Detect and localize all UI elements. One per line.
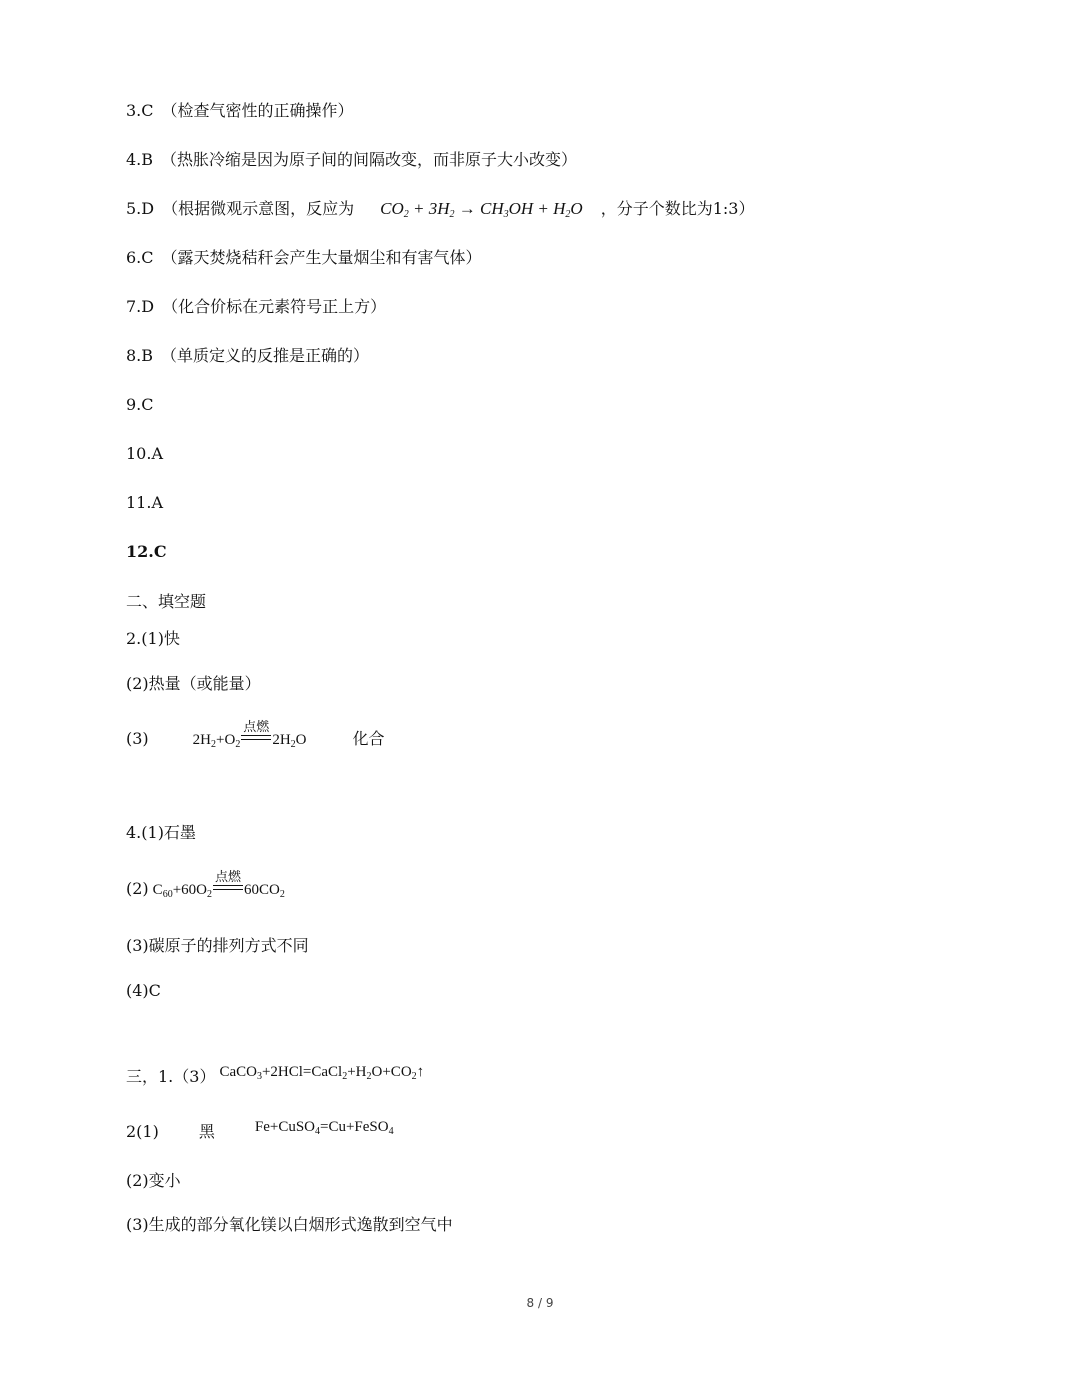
- q2-part1: 2.(1)快: [126, 629, 180, 648]
- page-number: 8 / 9: [526, 1296, 554, 1310]
- answer-7: [126, 297, 386, 317]
- answer-number: 5.D: [126, 199, 155, 218]
- s3-q2-color: 黑: [198, 1122, 215, 1141]
- answer-number: 6.C: [126, 248, 154, 267]
- q4-part1: 4.(1)石墨: [126, 823, 196, 842]
- q4-part2: [126, 870, 285, 900]
- s3-q2-part3: (3)生成的部分氧化镁以白烟形式逸散到空气中: [126, 1215, 453, 1234]
- s3-q2-part2: (2)变小: [126, 1171, 181, 1190]
- answer-note-before: （根据微观示意图，反应为: [162, 199, 355, 218]
- s3-q1-label: 三，1.（3）: [126, 1067, 216, 1086]
- answer-9: [126, 395, 154, 415]
- answer-number: 4.B: [126, 150, 154, 169]
- answer-4: [126, 150, 577, 170]
- q2-part2: (2)热量（或能量）: [126, 674, 261, 693]
- reaction-equation-methanol: $CO_2 + 3H_2 \to CH_3OH + H_2O$: [380, 199, 583, 220]
- answer-number: 3.C: [126, 101, 154, 120]
- condition-label: 点燃: [243, 720, 270, 735]
- answer-6: [126, 248, 482, 268]
- reaction-type: 化合: [352, 729, 385, 748]
- answer-8: [126, 346, 369, 366]
- answer-number: 12.C: [126, 542, 167, 561]
- answer-note: （露天焚烧秸秆会产生大量烟尘和有害气体）: [161, 248, 482, 267]
- equation-hydrogen-combustion: $2H_2+O_2$ 点燃 $2H_2O$: [192, 720, 307, 750]
- answer-3: [126, 101, 354, 121]
- equation-fe-cuso4: Fe+CuSO$_4$=Cu+FeSO$_4$: [254, 1119, 394, 1137]
- equation-c60-combustion: $C_{60}+60O_2$ 点燃 $60CO_2$: [152, 870, 285, 900]
- condition-label: 点燃: [214, 870, 241, 885]
- answer-note: （单质定义的反推是正确的）: [161, 346, 370, 365]
- reaction-condition: [213, 870, 243, 894]
- s3-q2-part1-label: 2(1): [126, 1122, 159, 1141]
- s3-q2-part1: [126, 1119, 394, 1143]
- s3-q1: [126, 1064, 425, 1088]
- answer-number: 9.C: [126, 395, 154, 414]
- answer-number: 10.A: [126, 444, 163, 463]
- q4-part2-label: (2): [126, 879, 149, 898]
- q4-part3: (3)碳原子的排列方式不同: [126, 936, 309, 955]
- answer-10: [126, 444, 163, 464]
- answer-note-after: ，分子个数比为1:3）: [600, 199, 755, 218]
- q2-part3-label: (3): [126, 729, 149, 748]
- answer-12: [126, 542, 167, 562]
- answer-note: （检查气密性的正确操作）: [161, 101, 354, 120]
- answer-number: 8.B: [126, 346, 154, 365]
- answer-11: [126, 493, 163, 513]
- reaction-condition: [241, 720, 271, 744]
- section-heading-fill-blank: 二、填空题: [126, 592, 207, 611]
- answer-5: [126, 199, 754, 219]
- answer-number: 11.A: [126, 493, 163, 512]
- q4-part4: (4)C: [126, 981, 161, 1000]
- answer-number: 7.D: [126, 297, 155, 316]
- equation-caco3-hcl: $CaCO_3+2HCl=CaCl_2+H_2O+CO_2↑$: [219, 1064, 425, 1082]
- q2-part3: [126, 720, 385, 750]
- answer-note: （热胀冷缩是因为原子间的间隔改变，而非原子大小改变）: [161, 150, 578, 169]
- answer-note: （化合价标在元素符号正上方）: [162, 297, 387, 316]
